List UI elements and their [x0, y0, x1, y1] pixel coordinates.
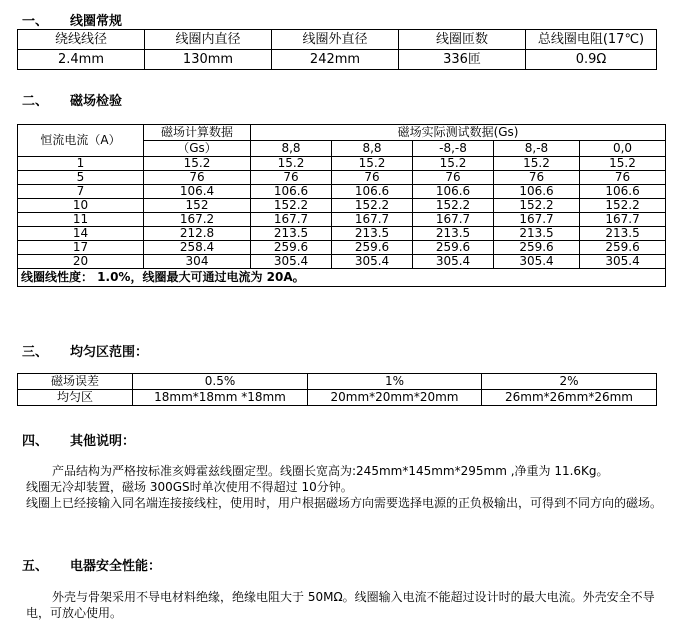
section-1-heading [22, 10, 122, 29]
measured-value-cell: 259.6 [251, 241, 332, 255]
section-3-heading [22, 341, 148, 360]
position-header: 8,-8 [494, 141, 580, 157]
measured-value-cell: 106.6 [332, 185, 413, 199]
calc-value-cell: 304 [144, 255, 251, 269]
value-cell: 2.4mm [18, 50, 145, 70]
section-5-heading [22, 555, 161, 574]
value-cell: 1% [308, 374, 482, 390]
table-row [18, 199, 666, 213]
coil-spec-table [17, 29, 657, 70]
section-title: 磁场检验 [70, 94, 123, 109]
magnetic-field-table [17, 124, 666, 287]
position-header: -8,-8 [413, 141, 494, 157]
measured-value-cell: 213.5 [413, 227, 494, 241]
current-cell: 10 [18, 199, 144, 213]
header-cell: 总线圈电阻(17℃) [526, 30, 657, 50]
value-cell: 18mm*18mm *18mm [133, 390, 308, 406]
uniform-zone-table [17, 373, 657, 406]
measured-value-cell: 106.6 [413, 185, 494, 199]
measured-value-cell: 15.2 [580, 157, 666, 171]
header-cell: 线圈匝数 [399, 30, 526, 50]
measured-value-cell: 167.7 [251, 213, 332, 227]
measured-value-cell: 259.6 [413, 241, 494, 255]
calc-value-cell: 76 [144, 171, 251, 185]
section-title: 其他说明： [70, 434, 136, 449]
position-header: 8,8 [332, 141, 413, 157]
header-cell: 线圈内直径 [145, 30, 272, 50]
measured-value-cell: 167.7 [494, 213, 580, 227]
measured-value-cell: 15.2 [494, 157, 580, 171]
table-row [18, 227, 666, 241]
measured-value-cell: 76 [251, 171, 332, 185]
measured-value-cell: 152.2 [251, 199, 332, 213]
current-cell: 11 [18, 213, 144, 227]
value-cell: 0.5% [133, 374, 308, 390]
section-number: 一、 [22, 14, 49, 29]
measured-value-cell: 152.2 [580, 199, 666, 213]
measured-value-cell: 213.5 [580, 227, 666, 241]
measured-value-cell: 15.2 [332, 157, 413, 171]
measured-value-cell: 106.6 [580, 185, 666, 199]
value-cell: 336匝 [399, 50, 526, 70]
calc-unit: （Gs） [144, 141, 251, 157]
calc-value-cell: 167.2 [144, 213, 251, 227]
measured-value-cell: 213.5 [332, 227, 413, 241]
measured-value-cell: 152.2 [332, 199, 413, 213]
calc-value-cell: 152 [144, 199, 251, 213]
label-cell: 均匀区 [18, 390, 133, 406]
table-header-row [18, 30, 657, 50]
table-row [18, 171, 666, 185]
measured-header: 磁场实际测试数据(Gs) [251, 125, 666, 141]
measured-value-cell: 76 [580, 171, 666, 185]
current-cell: 7 [18, 185, 144, 199]
calc-value-cell: 212.8 [144, 227, 251, 241]
linearity-note: 线圈线性度： 1.0%，线圈最大可通过电流为 20A。 [18, 269, 666, 287]
value-cell: 20mm*20mm*20mm [308, 390, 482, 406]
other-notes [26, 463, 666, 511]
header-cell: 线圈外直径 [272, 30, 399, 50]
section-title: 电器安全性能： [70, 559, 162, 574]
table-row [18, 374, 657, 390]
measured-value-cell: 152.2 [413, 199, 494, 213]
current-header: 恒流电流（A） [18, 125, 144, 157]
measured-value-cell: 152.2 [494, 199, 580, 213]
paragraph: 外壳与骨架采用不导电材料绝缘，绝缘电阻大于 50MΩ。线圈输入电流不能超过设计时的最大电流。外壳安全不导电，可放心使用。 [26, 590, 655, 620]
section-title: 线圈常规 [70, 14, 123, 29]
measured-value-cell: 106.6 [251, 185, 332, 199]
measured-value-cell: 305.4 [332, 255, 413, 269]
measured-value-cell: 305.4 [580, 255, 666, 269]
section-number: 三、 [22, 345, 49, 360]
calc-value-cell: 15.2 [144, 157, 251, 171]
table-header-row [18, 125, 666, 141]
section-number: 五、 [22, 559, 49, 574]
value-cell: 0.9Ω [526, 50, 657, 70]
linearity-note-row [18, 269, 666, 287]
measured-value-cell: 259.6 [494, 241, 580, 255]
measured-value-cell: 167.7 [580, 213, 666, 227]
measured-value-cell: 15.2 [251, 157, 332, 171]
measured-value-cell: 213.5 [251, 227, 332, 241]
measured-value-cell: 259.6 [580, 241, 666, 255]
position-header: 0,0 [580, 141, 666, 157]
value-cell: 242mm [272, 50, 399, 70]
measured-value-cell: 167.7 [413, 213, 494, 227]
table-row [18, 241, 666, 255]
table-row [18, 157, 666, 171]
header-cell: 绕线线径 [18, 30, 145, 50]
current-cell: 1 [18, 157, 144, 171]
section-number: 四、 [22, 434, 49, 449]
measured-value-cell: 259.6 [332, 241, 413, 255]
current-cell: 20 [18, 255, 144, 269]
paragraph: 线圈无冷却装置，磁场 300GS时单次使用不得超过 10分钟。 [26, 480, 353, 494]
table-row [18, 390, 657, 406]
table-row [18, 255, 666, 269]
measured-value-cell: 106.6 [494, 185, 580, 199]
value-cell: 26mm*26mm*26mm [482, 390, 657, 406]
measured-value-cell: 76 [494, 171, 580, 185]
value-cell: 130mm [145, 50, 272, 70]
measured-value-cell: 305.4 [494, 255, 580, 269]
table-row [18, 185, 666, 199]
table-row [18, 213, 666, 227]
calc-value-cell: 258.4 [144, 241, 251, 255]
measured-value-cell: 167.7 [332, 213, 413, 227]
position-header: 8,8 [251, 141, 332, 157]
measured-value-cell: 213.5 [494, 227, 580, 241]
paragraph: 线圈上已经接输入同名端连接接线柱，使用时，用户根据磁场方向需要选择电源的正负极输出，可得到不同方向的磁场。 [26, 496, 663, 510]
calc-value-cell: 106.4 [144, 185, 251, 199]
current-cell: 5 [18, 171, 144, 185]
table-row [18, 50, 657, 70]
value-cell: 2% [482, 374, 657, 390]
measured-value-cell: 76 [413, 171, 494, 185]
measured-value-cell: 305.4 [413, 255, 494, 269]
calc-header: 磁场计算数据 [144, 125, 251, 141]
section-number: 二、 [22, 94, 49, 109]
measured-value-cell: 76 [332, 171, 413, 185]
safety-notes [26, 589, 666, 621]
section-title: 均匀区范围： [70, 345, 149, 360]
measured-value-cell: 305.4 [251, 255, 332, 269]
label-cell: 磁场误差 [18, 374, 133, 390]
current-cell: 17 [18, 241, 144, 255]
section-4-heading [22, 430, 135, 449]
section-2-heading [22, 90, 122, 109]
paragraph: 产品结构为严格按标准亥姆霍兹线圈定型。线圈长宽高为:245mm*145mm*295mm ,净重为 11.6Kg。 [52, 464, 609, 478]
measured-value-cell: 15.2 [413, 157, 494, 171]
current-cell: 14 [18, 227, 144, 241]
